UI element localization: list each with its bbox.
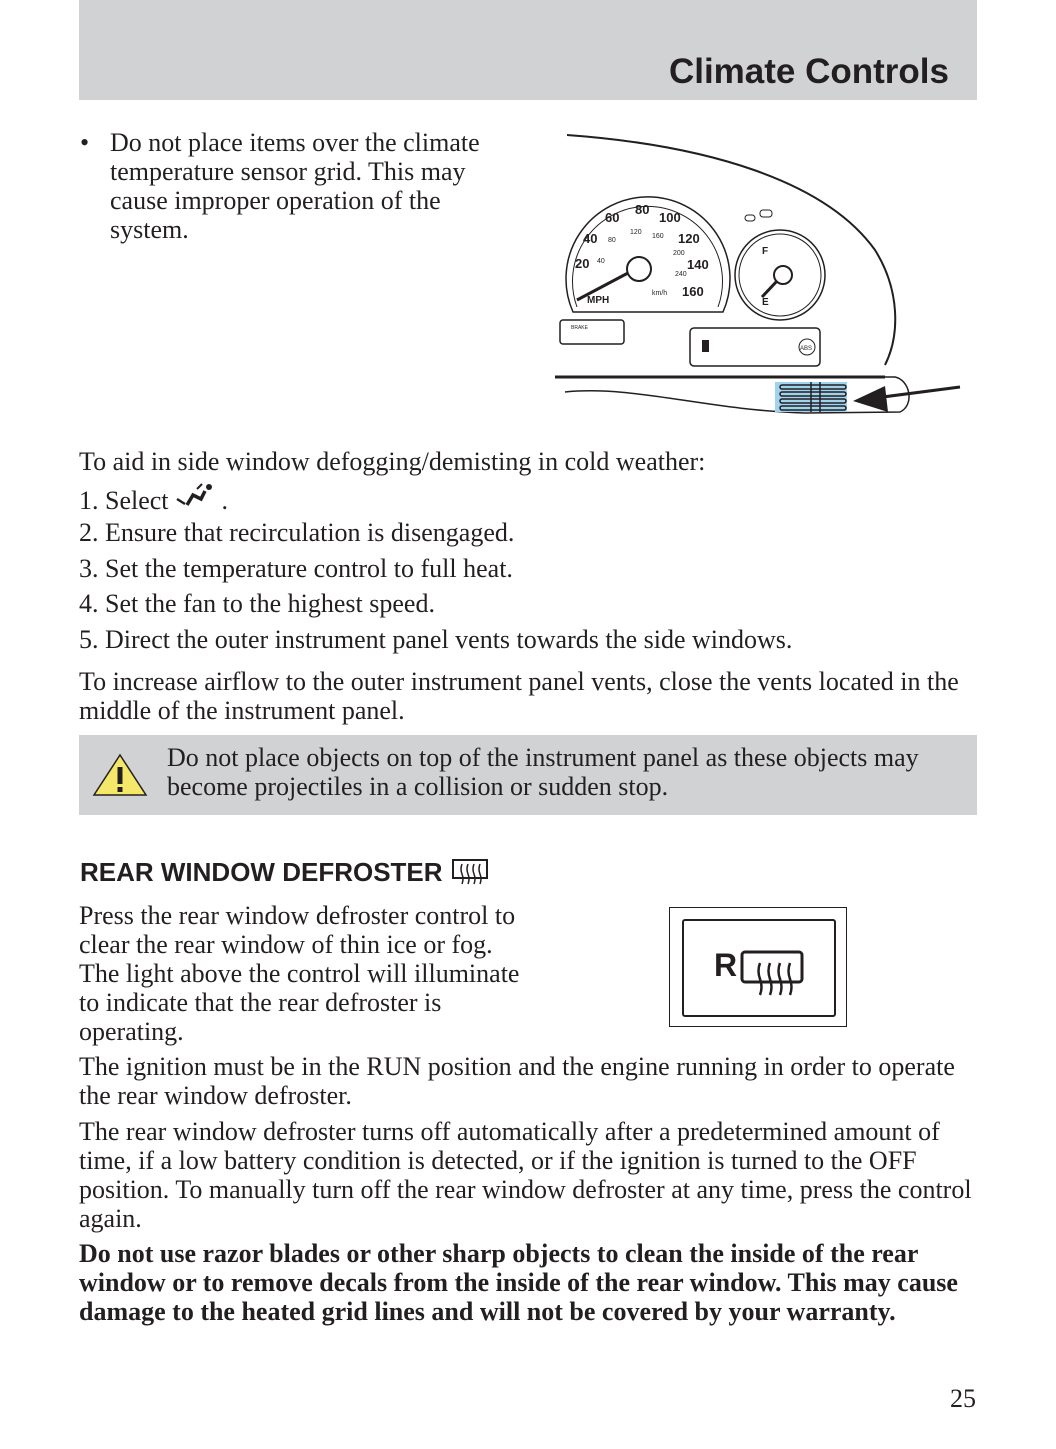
brake-label: BRAKE [571, 325, 588, 331]
rear-defroster-icon [451, 856, 489, 888]
defroster-control-illustration [669, 907, 847, 1027]
step-2: 2. Ensure that recirculation is disengaged. [79, 518, 515, 547]
ignition-note: The ignition must be in the RUN position and the engine running in order to operate the rear window defroster. [79, 1052, 955, 1110]
defog-instructions [79, 447, 979, 660]
arrow-icon [853, 386, 888, 412]
step-5: 5. Direct the outer instrument panel vents towards the side windows. [79, 624, 793, 654]
mph-label: 140 [687, 257, 709, 272]
mph-label: 60 [605, 210, 620, 225]
page-header [79, 0, 977, 100]
kmh-label: 40 [597, 258, 605, 265]
kmh-label: 160 [652, 233, 664, 240]
step-3: 3. Set the temperature control to full heat. [79, 553, 513, 583]
step-4: 4. Set the fan to the highest speed. [79, 589, 435, 618]
mph-label: 40 [583, 231, 598, 246]
mph-label: 80 [635, 202, 650, 217]
warning-triangle-icon [92, 753, 148, 797]
warning-box [79, 735, 977, 815]
defog-intro: To aid in side window defogging/demisting in cold weather: [79, 447, 706, 476]
auto-off-note: The rear window defroster turns off automatically after a predetermined amount of time, if a low battery condition is detected, or if the ignition is turned to the OFF position. To manually turn off the rear window defroster at any time, press the control again. [79, 1117, 972, 1233]
airflow-note: To increase airflow to the outer instrument panel vents, close the vents located in the middle of the instrument panel. [79, 667, 959, 725]
kmh-label: 200 [673, 250, 685, 257]
fuel-full-label: F [762, 246, 769, 257]
page-title: Climate Controls [668, 52, 949, 91]
rear-defroster-button[interactable] [682, 919, 836, 1017]
fuel-empty-label: E [762, 297, 769, 308]
button-letter: R [714, 947, 738, 983]
mph-unit: MPH [587, 295, 610, 306]
defroster-intro: Press the rear window defroster control to clear the rear window of thin ice or fog. The light above the control will illuminate to indicate that the rear defroster is operating. [79, 901, 520, 1046]
mph-label: 20 [575, 256, 590, 271]
kmh-label: 120 [630, 229, 642, 236]
section-heading: REAR WINDOW DEFROSTER [80, 856, 489, 888]
sensor-bullet [80, 128, 520, 244]
bullet-text: Do not place items over the climate temperature sensor grid. This may cause improper operation of the system. [110, 128, 480, 244]
mph-label: 100 [659, 210, 681, 225]
floor-defrost-mode-icon [175, 483, 215, 511]
instrument-panel-illustration [555, 130, 965, 420]
kmh-label: 240 [675, 271, 687, 278]
kmh-unit: km/h [652, 290, 668, 297]
mph-label: 160 [682, 284, 704, 299]
rear-defroster-icon [740, 949, 806, 999]
page-number: 25 [950, 1384, 976, 1413]
bullet-dot: • [80, 128, 90, 157]
caution-text: Do not use razor blades or other sharp objects to clean the inside of the rear window or to remove decals from the inside of the rear window. This may cause damage to the heated grid lines and will not be covered by your warranty. [79, 1239, 958, 1326]
mph-label: 120 [678, 231, 700, 246]
step-1: 1. Select . [79, 483, 979, 519]
abs-label: ABS [800, 346, 813, 352]
warning-text: Do not place objects on top of the instrument panel as these objects may become projectiles in a collision or sudden stop. [167, 743, 919, 801]
kmh-label: 80 [608, 237, 616, 244]
